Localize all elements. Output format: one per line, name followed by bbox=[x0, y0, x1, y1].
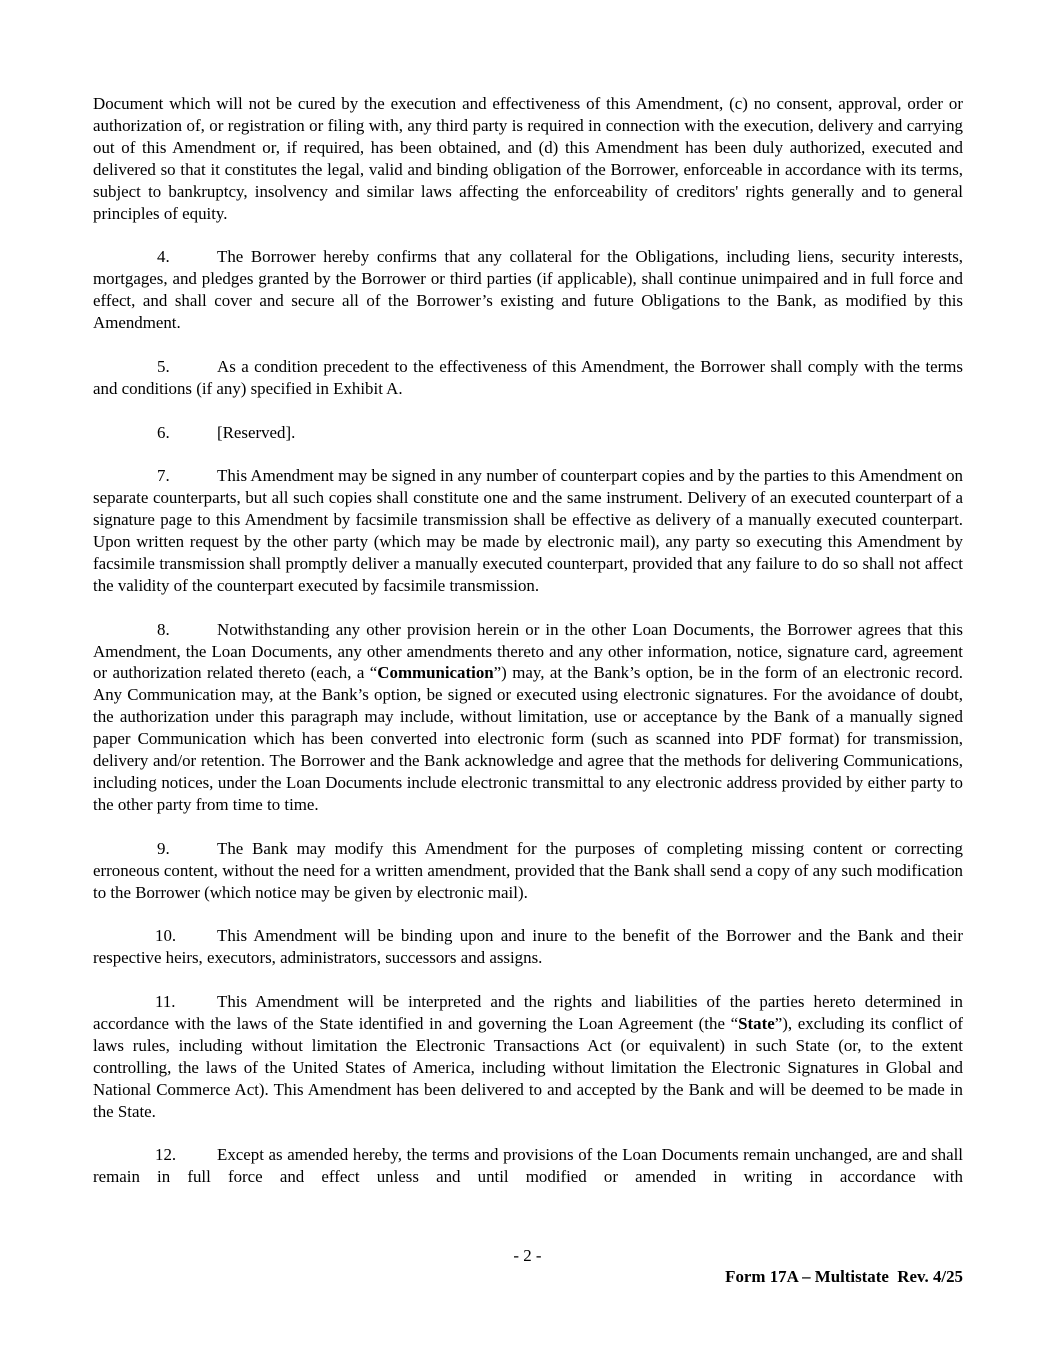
paragraph-text: As a condition precedent to the effectiveness of this Amendment, the Borrower shall comply with the terms and conditions (if any) specified in Exhibit A. bbox=[93, 356, 963, 398]
paragraph-number: 5. bbox=[157, 356, 170, 376]
paragraph-8 bbox=[93, 619, 963, 816]
paragraph-number: 9. bbox=[157, 838, 170, 858]
page-number: - 2 - bbox=[513, 1246, 542, 1265]
paragraph-number: 8. bbox=[157, 619, 170, 639]
paragraph-text: [Reserved]. bbox=[217, 422, 296, 442]
paragraph-number: 10. bbox=[155, 926, 177, 946]
defined-term-state: State bbox=[738, 1013, 775, 1033]
intro-paragraph: Document which will not be cured by the execution and effectiveness of this Amendment, (c) no consent, approval, order or authorization of, or registration or filing with, any third party is required in connection with the execution, delivery and carrying out of this Amendment or, if required, has been obtained, and (d) this Amendment has been duly authorized, executed and delivered so that it constitutes the legal, valid and binding obligation of the Borrower, enforceable in accordance with its terms, subject to bankruptcy, insolvency and similar laws affecting the enforceability of creditors' rights generally and to general principles of equity. bbox=[93, 94, 963, 223]
document-body bbox=[93, 93, 963, 1210]
paragraph-text: This Amendment will be binding upon and inure to the benefit of the Borrower and the Bank and their respective heirs, executors, administrators, successors and assigns. bbox=[93, 926, 963, 968]
paragraph-number: 4. bbox=[157, 247, 170, 267]
paragraph-9 bbox=[93, 838, 963, 904]
paragraph-number: 11. bbox=[155, 992, 176, 1012]
paragraph-7 bbox=[93, 465, 963, 596]
paragraph-number: 7. bbox=[157, 466, 170, 486]
paragraph-text: This Amendment may be signed in any number of counterpart copies and by the parties to this Amendment on separate counterparts, but all such copies shall constitute one and the same instrument. Delivery of an executed counterpart of a signature page to this Amendment by facsimile transmission shall be effective as delivery of a manually executed counterpart. Upon written request by the other party (which may be made by electronic mail), any party so executing this Amendment by facsimile transmission shall promptly deliver a manually executed counterpart, provided that any failure to do so shall not affect the validity of the counterpart executed by facsimile transmission. bbox=[93, 466, 963, 595]
paragraph-number: 12. bbox=[155, 1145, 177, 1165]
paragraph-text-after: ”) may, at the Bank’s option, be in the form of an electronic record. Any Communication may, at the Bank’s option, be signed or executed using electronic signatures. For the avoidance of doubt, the authorization under this paragraph may include, without limitation, use or acceptance by the Bank of a manually signed paper Communication which has been converted into electronic form (such as scanned into PDF format) for transmission, delivery and/or retention. The Borrower and the Bank acknowledge and agree that the methods for delivering Communications, including notices, under the Loan Documents include electronic transmittal to any electronic address provided by either party to the other party from time to time. bbox=[93, 663, 964, 814]
paragraph-text-after: ”), excluding its conflict of laws rules, including without limitation the Electronic Transactions Act (or equivalent) in such State (or, to the extent controlling, the laws of the United States of America, including without limitation the Electronic Signatures in Global and National Commerce Act). This Amendment has been delivered to and accepted by the Bank and will be deemed to be made in the State. bbox=[93, 1013, 963, 1121]
paragraph-6 bbox=[93, 422, 963, 444]
paragraph-number: 6. bbox=[157, 422, 170, 442]
paragraph-text: The Bank may modify this Amendment for the purposes of completing missing content or correcting erroneous content, without the need for a written amendment, provided that the Bank shall send a copy of any such modification to the Borrower (which notice may be given by electronic mail). bbox=[93, 838, 963, 902]
paragraph-4 bbox=[93, 246, 963, 334]
paragraph-10 bbox=[93, 925, 963, 969]
paragraph-text: The Borrower hereby confirms that any collateral for the Obligations, including liens, security interests, mortgages, and pledges granted by the Borrower or third parties (if applicable), shall continue unimpaired and in full force and effect, and shall cover and secure all of the Borrower’s existing and future Obligations to the Bank, as modified by this Amendment. bbox=[93, 247, 963, 333]
paragraph-text-before: Notwithstanding any other provision herein or in the other Loan Documents, the Borrower agrees that this Amendment, the Loan Documents, any other amendments thereto and any other information, notice, signature card, agreement or authorization related thereto (each, a “ bbox=[93, 619, 963, 683]
paragraph-text-before: This Amendment will be interpreted and the rights and liabilities of the parties hereto determined in accordance with the laws of the State identified in and governing the Loan Agreement (the “ bbox=[93, 992, 963, 1033]
form-identifier: Form 17A – Multistate Rev. 4/25 bbox=[725, 1267, 963, 1286]
paragraph-11 bbox=[93, 991, 963, 1122]
paragraph-text: Except as amended hereby, the terms and provisions of the Loan Documents remain unchanged, are and shall remain in full force and effect unless and until modified or amended in writing in accordance with bbox=[93, 1145, 963, 1187]
paragraph-12 bbox=[93, 1144, 963, 1188]
defined-term-communication: Communication bbox=[377, 663, 494, 683]
paragraph-5 bbox=[93, 356, 963, 400]
